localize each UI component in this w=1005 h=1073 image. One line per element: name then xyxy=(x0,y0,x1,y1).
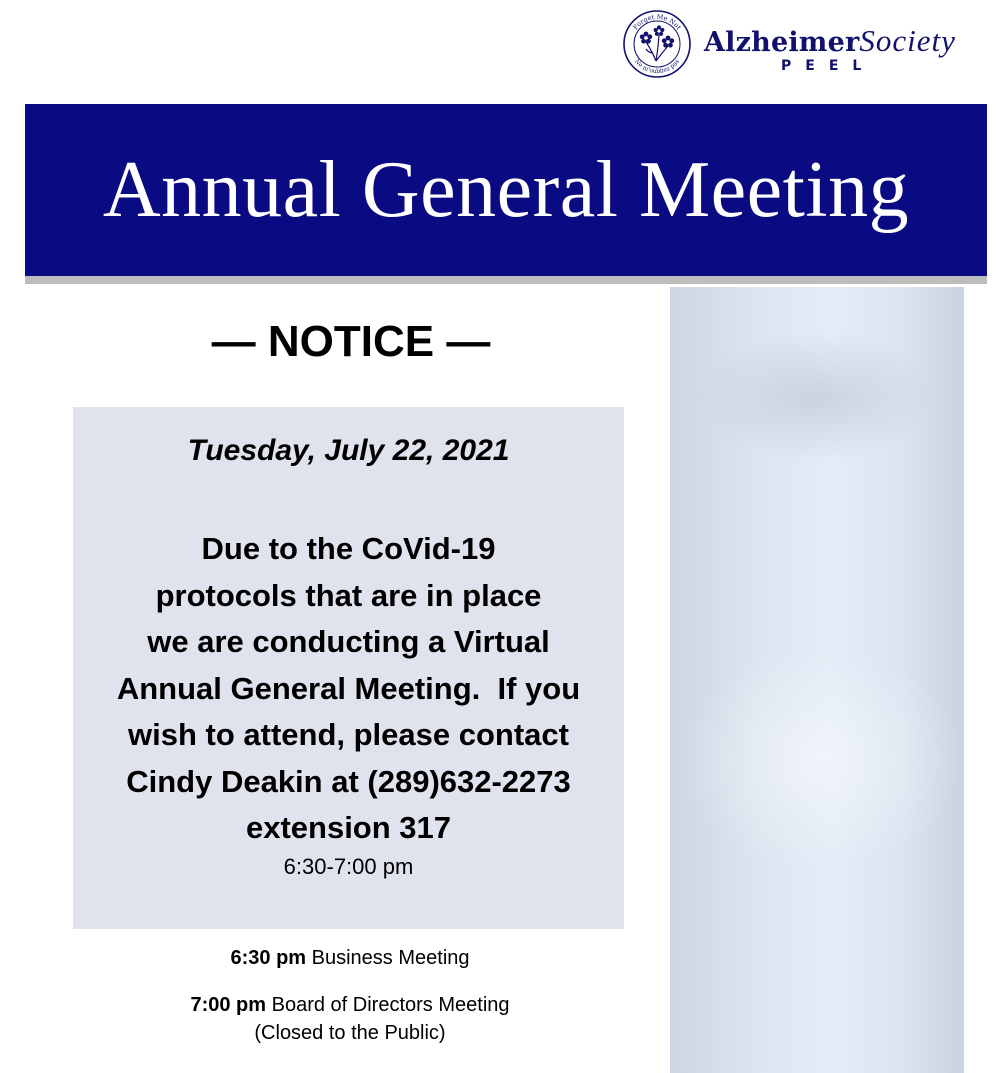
notice-heading: — NOTICE — xyxy=(211,317,491,366)
decorative-side-panel xyxy=(670,287,964,1073)
schedule-note: (Closed to the Public) xyxy=(254,1022,446,1044)
notice-line: Annual General Meeting. If you xyxy=(116,670,581,706)
schedule-time: 7:00 pm xyxy=(190,994,267,1016)
schedule-item xyxy=(0,944,700,972)
meeting-date: Tuesday, July 22, 2021 xyxy=(187,434,510,467)
notice-line: Cindy Deakin at (289)632-2273 xyxy=(126,763,571,799)
schedule-label: Board of Directors Meeting xyxy=(271,994,510,1016)
logo-name-script: Society xyxy=(859,23,956,58)
alzheimer-society-logo xyxy=(622,9,972,79)
seal-ring-top-text: Forget Me Not xyxy=(631,12,683,32)
logo-wordmark xyxy=(704,23,956,59)
seal-ring-bottom-text: Ne m'oubliez pas xyxy=(633,58,681,76)
notice-line: Due to the CoVid-19 xyxy=(201,531,496,566)
logo-branch: PEEL xyxy=(781,58,876,74)
notice-box xyxy=(73,407,624,929)
schedule-time: 6:30 pm xyxy=(230,947,307,969)
schedule-label: Business Meeting xyxy=(311,947,470,969)
notice-line: we are conducting a Virtual xyxy=(147,624,550,659)
banner-shadow xyxy=(25,276,987,284)
forget-me-not-seal-icon xyxy=(622,9,692,79)
schedule-item xyxy=(0,991,700,1019)
notice-line: extension 317 xyxy=(245,810,452,845)
page-title: Annual General Meeting xyxy=(102,146,910,234)
notice-body xyxy=(73,526,624,852)
meeting-time-range: 6:30-7:00 pm xyxy=(283,854,414,879)
logo-name-main: Alzheimer xyxy=(704,27,860,58)
notice-line: protocols that are in place xyxy=(155,577,542,613)
notice-line: wish to attend, please contact xyxy=(128,717,569,752)
title-banner xyxy=(25,104,987,276)
